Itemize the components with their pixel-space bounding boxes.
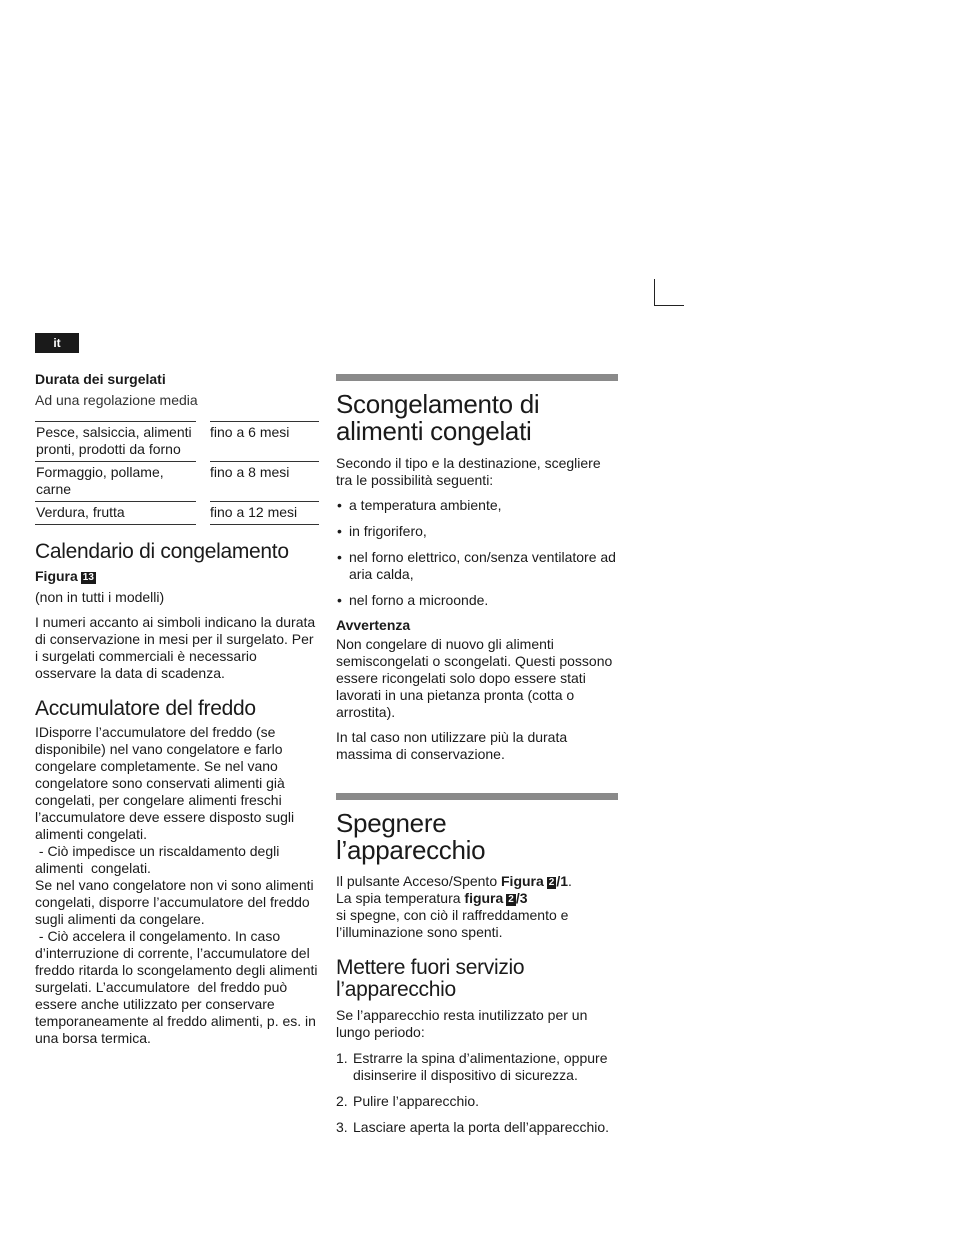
body-text: La spia temperatura — [336, 890, 465, 906]
heading-line: alimenti congelati — [336, 416, 532, 446]
table-cell-item: Formaggio, pollame, carne — [35, 462, 196, 502]
step-number: 1. — [336, 1050, 348, 1066]
figure-suffix: /3 — [515, 890, 528, 906]
figure-number-badge: 2 — [548, 877, 555, 888]
list-item-text: a temperatura ambiente, — [349, 497, 502, 513]
step-number: 3. — [336, 1119, 348, 1135]
crop-corner-mark — [654, 279, 684, 306]
list-item — [336, 592, 618, 609]
list-item-text: nel forno a microonde. — [349, 592, 489, 608]
storage-table — [35, 421, 319, 525]
heading-line: l’apparecchio — [336, 978, 456, 1001]
calendar-note: (non in tutti i modelli) — [35, 589, 165, 605]
list-item — [336, 549, 618, 583]
warning-body: Non congelare di nuovo gli alimenti semiscongelati o scongelati. Questi possono essere ricongelati solo dopo essere stati lavorati in una pietanza pronta (cotta o arrostita). — [336, 636, 613, 720]
table-cell-item: Pesce, salsiccia, alimenti pronti, prodotti da forno — [35, 422, 196, 462]
decommission-intro: Se l’apparecchio resta inutilizzato per un lungo periodo: — [336, 1007, 588, 1040]
switch-off-heading — [336, 810, 618, 864]
switch-off-body — [336, 873, 618, 941]
heading-line: Mettere fuori servizio — [336, 956, 525, 979]
figure-suffix: /1 — [556, 873, 569, 889]
bullet-glyph: • — [337, 523, 342, 539]
table-row — [35, 462, 319, 502]
list-item — [336, 1093, 618, 1110]
list-item-text: in frigorifero, — [349, 523, 427, 539]
accumulator-heading: Accumulatore del freddo — [35, 697, 256, 720]
thawing-heading — [336, 391, 618, 445]
heading-line: l’apparecchio — [336, 835, 486, 865]
accumulator-paragraph: Se nel vano congelatore non vi sono alimenti congelati, disporre l’accumulatore del freddo sugli alimenti da congelare. — [35, 877, 314, 927]
figure-label: Figura — [35, 568, 78, 584]
decommission-heading — [336, 957, 618, 1001]
calendar-body: I numeri accanto ai simboli indicano la durata di conservazione in mesi per il surgelato. Per i surgelati commerciali è necessario osservare la data di scadenza. — [35, 614, 316, 681]
section-divider-bar — [336, 793, 618, 800]
bullet-glyph: • — [337, 549, 342, 565]
table-cell-duration: fino a 6 mesi — [210, 422, 319, 462]
body-text: si spegne, con ciò il raffreddamento e l’illuminazione sono spenti. — [336, 907, 569, 940]
list-item — [336, 1119, 618, 1136]
list-item-text: Pulire l’apparecchio. — [353, 1093, 480, 1109]
list-item-text: Estrarre la spina d’alimentazione, oppure disinserire il dispositivo di sicurezza. — [353, 1050, 608, 1083]
language-tab: it — [35, 333, 79, 353]
thawing-intro: Secondo il tipo e la destinazione, scegliere tra le possibilità seguenti: — [336, 455, 601, 488]
bullet-glyph: • — [337, 592, 342, 608]
thawing-options-list — [336, 497, 618, 609]
list-item-text: nel forno elettrico, con/senza ventilatore ad aria calda, — [349, 549, 616, 582]
calendar-heading: Calendario di congelamento — [35, 540, 289, 563]
accumulator-paragraph: IDisporre l’accumulatore del freddo (se disponibile) nel vano congelatore e farlo congelare completamente. Se nel vano congelatore sono conservati alimenti già congelati, per congelare alimenti freschi l’accumulatore deve essere disposto sugli alimenti congelati. — [35, 724, 295, 842]
figure-number-badge: 2 — [508, 894, 514, 905]
left-column — [35, 371, 322, 1047]
middle-column — [336, 374, 618, 1136]
warning-note: In tal caso non utilizzare più la durata massima di conservazione. — [336, 729, 568, 762]
list-item-text: Lasciare aperta la porta dell’apparecchio. — [353, 1119, 610, 1135]
accumulator-paragraph: - Ciò impedisce un riscaldamento degli alimenti congelati. — [35, 843, 284, 876]
table-cell-item: Verdura, frutta — [35, 502, 196, 525]
step-number: 2. — [336, 1093, 348, 1109]
table-row — [35, 502, 319, 525]
list-item — [336, 497, 618, 514]
calendar-figure-ref — [35, 568, 319, 585]
figure-number-badge: 13 — [82, 572, 94, 583]
accumulator-paragraph: - Ciò accelera il congelamento. In caso d’interruzione di corrente, l’accumulatore del freddo ritarda lo scongelamento degli alimenti surgelati. L’accumulatore del freddo può essere anche utilizzato per conservare temporaneamente al freddo alimenti, p. es. in una borsa termica. — [35, 928, 322, 1046]
table-cell-duration: fino a 12 mesi — [210, 502, 319, 525]
storage-subtitle: Ad una regolazione media — [35, 392, 198, 408]
heading-line: Spegnere — [336, 808, 447, 838]
table-cell-duration: fino a 8 mesi — [210, 462, 319, 502]
heading-line: Scongelamento di — [336, 389, 540, 419]
body-text: . — [568, 873, 572, 889]
table-row — [35, 422, 319, 462]
decommission-steps-list — [336, 1050, 618, 1136]
section-divider-bar — [336, 374, 618, 381]
storage-title: Durata dei surgelati — [35, 371, 166, 387]
list-item — [336, 1050, 618, 1084]
body-text: Il pulsante Acceso/Spento — [336, 873, 501, 889]
figure-label: Figura — [501, 873, 544, 889]
list-item — [336, 523, 618, 540]
bullet-glyph: • — [337, 497, 342, 513]
warning-title: Avvertenza — [336, 617, 411, 633]
figure-label: figura — [464, 890, 504, 906]
